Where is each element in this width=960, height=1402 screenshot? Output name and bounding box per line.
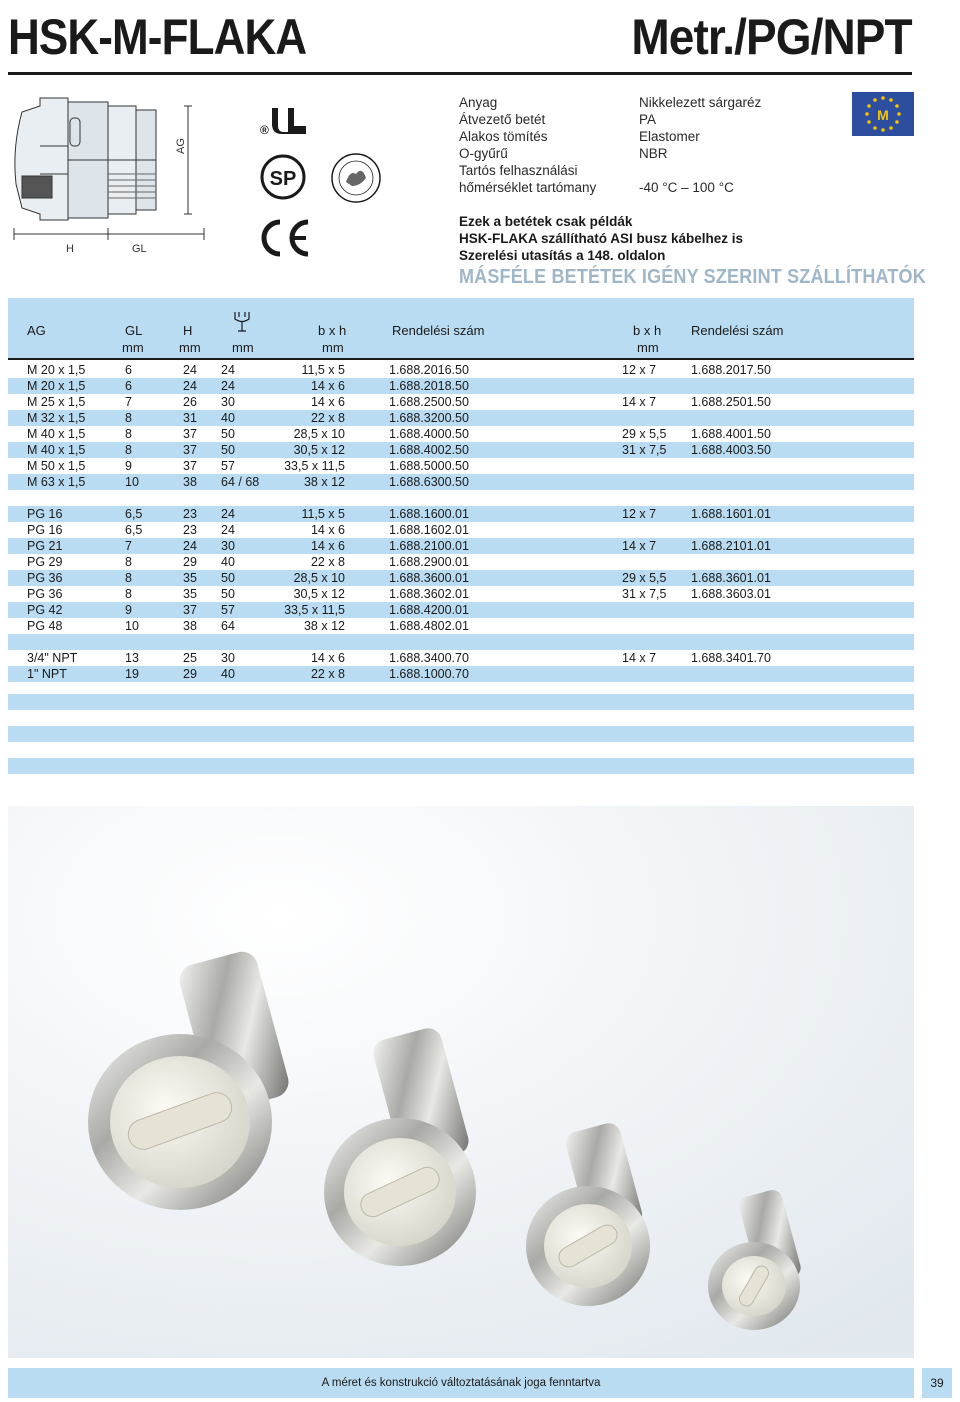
eu-flag-badge-icon (852, 92, 914, 136)
table-cell: 24 (221, 379, 235, 393)
table-cell: 23 (183, 507, 197, 521)
table-cell: 14 x 6 (310, 379, 345, 393)
table-cell: 35 (183, 571, 197, 585)
table-cell: 14 x 6 (310, 539, 345, 553)
table-cell: 35 (183, 587, 197, 601)
table-cell: M 50 x 1,5 (27, 459, 86, 473)
table-cell: 1.688.4002.50 (389, 443, 469, 457)
table-cell: 1.688.2016.50 (389, 363, 469, 377)
table-cell: 38 x 12 (303, 619, 345, 633)
table-cell: 50 (221, 587, 235, 601)
table-cell: 10 (125, 475, 139, 489)
table-cell: 1.688.3200.50 (389, 411, 469, 425)
note-line: Ezek a betétek csak példák (459, 214, 633, 229)
material-row: Anyag Nikkelezett sárgaréz (459, 95, 762, 110)
table-cell: PG 36 (27, 571, 63, 585)
table-cell: 6 (125, 379, 132, 393)
table-cell: 1.688.1600.01 (389, 507, 469, 521)
materials-list (459, 94, 849, 196)
table-cell: 29 (183, 667, 197, 681)
table-cell: 30,5 x 12 (293, 443, 345, 457)
table-cell: 13 (125, 651, 139, 665)
col-header-bxh-2: b x h (633, 323, 662, 338)
svg-text:®: ® (260, 123, 269, 137)
table-cell: 1.688.3400.70 (389, 651, 469, 665)
table-cell: 40 (221, 411, 235, 425)
table-cell: 8 (125, 427, 132, 441)
table-cell: 1.688.1000.70 (389, 667, 469, 681)
table-row (8, 394, 914, 410)
table-row (8, 522, 914, 538)
table-cell: PG 36 (27, 587, 63, 601)
table-cell: 33,5 x 11,5 (284, 603, 345, 617)
table-cell: M 40 x 1,5 (27, 427, 86, 441)
table-cell: PG 48 (27, 619, 63, 633)
table-row (8, 362, 914, 378)
table-cell: 1.688.3401.70 (691, 651, 771, 665)
table-cell: 9 (125, 603, 132, 617)
table-cell: 28,5 x 10 (293, 571, 345, 585)
col-header-bxh: b x h (318, 323, 347, 338)
table-cell: 1.688.4000.50 (389, 427, 469, 441)
table-cell: 1.688.3602.01 (389, 587, 469, 601)
eu-badge-letter: M (877, 107, 889, 123)
table-cell: 1.688.3600.01 (389, 571, 469, 585)
table-cell: 14 x 7 (622, 539, 657, 553)
table-row (8, 378, 914, 394)
table-cell: 57 (221, 603, 235, 617)
table-cell: 1.688.6300.50 (389, 475, 469, 489)
table-cell: 50 (221, 427, 235, 441)
table-cell: 14 x 6 (310, 395, 345, 409)
table-cell: 24 (183, 363, 197, 377)
unit-label: mm (232, 340, 254, 355)
table-row (8, 410, 914, 426)
table-cell: 8 (125, 587, 132, 601)
table-cell: 50 (221, 443, 235, 457)
table-cell: 1.688.4200.01 (389, 603, 469, 617)
table-cell: 8 (125, 571, 132, 585)
table-cell: 6,5 (125, 523, 143, 537)
table-cell: 14 x 7 (622, 395, 657, 409)
table-cell: 25 (183, 651, 197, 665)
table-cell: 8 (125, 411, 132, 425)
unit-label: mm (122, 340, 144, 355)
blank-band (8, 758, 914, 774)
table-cell: 50 (221, 571, 235, 585)
table-cell: 1.688.2018.50 (389, 379, 469, 393)
material-row: Alakos tömítés Elastomer (459, 129, 700, 144)
table-cell: 30 (221, 395, 235, 409)
col-header-order-number: Rendelési szám (392, 323, 485, 338)
table-row (8, 618, 914, 634)
page-number: 39 (922, 1368, 952, 1398)
material-row: hőmérséklet tartómany -40 °C – 100 °C (459, 180, 734, 195)
table-cell: 1.688.4003.50 (691, 443, 771, 457)
table-cell: 24 (183, 539, 197, 553)
table-cell: 29 x 5,5 (622, 571, 667, 585)
table-cell: 11,5 x 5 (301, 363, 345, 377)
title-divider (8, 72, 912, 75)
table-cell: 37 (183, 443, 197, 457)
table-cell: PG 16 (27, 507, 63, 521)
table-row (8, 570, 914, 586)
table-cell: 22 x 8 (310, 555, 345, 569)
table-header-rule (8, 358, 914, 360)
table-cell: 7 (125, 539, 132, 553)
table-cell: PG 29 (27, 555, 63, 569)
table-cell: 12 x 7 (622, 507, 657, 521)
table-cell: 14 x 7 (622, 651, 657, 665)
table-row (8, 602, 914, 618)
table-cell: 1.688.2017.50 (691, 363, 771, 377)
table-row (8, 666, 914, 682)
table-cell: 33,5 x 11,5 (284, 459, 345, 473)
table-cell: 1.688.2501.50 (691, 395, 771, 409)
col-header-order-number-2: Rendelési szám (691, 323, 784, 338)
table-cell: 12 x 7 (622, 363, 657, 377)
table-cell: 19 (125, 667, 139, 681)
product-photo (8, 806, 914, 1358)
table-cell: 40 (221, 555, 235, 569)
material-row: Tartós felhasználási (459, 163, 578, 178)
table-cell: 38 (183, 619, 197, 633)
footer-disclaimer: A méret és konstrukció változtatásának joga fenntartva (321, 1377, 601, 1389)
table-cell: 28,5 x 10 (293, 427, 345, 441)
dimension-label-h: H (66, 243, 74, 255)
table-cell: 57 (221, 459, 235, 473)
blank-band (8, 726, 914, 742)
table-cell: 26 (183, 395, 197, 409)
table-cell: 1" NPT (27, 667, 67, 681)
table-cell: 6,5 (125, 507, 143, 521)
table-cell: 14 x 6 (310, 523, 345, 537)
table-row (8, 426, 914, 442)
table-cell: M 25 x 1,5 (27, 395, 86, 409)
note-line: HSK-FLAKA szállítható ASI busz kábelhez is (459, 231, 744, 246)
technical-drawing (8, 88, 208, 258)
table-cell: 1.688.2900.01 (389, 555, 469, 569)
table-cell: 14 x 6 (310, 651, 345, 665)
table-cell: M 32 x 1,5 (27, 411, 86, 425)
table-cell: 1.688.2100.01 (389, 539, 469, 553)
table-cell: 22 x 8 (310, 667, 345, 681)
table-row (8, 538, 914, 554)
table-cell: 38 (183, 475, 197, 489)
table-cell: 3/4" NPT (27, 651, 78, 665)
material-row: Átvezető betét PA (459, 112, 657, 127)
table-cell: 31 (183, 411, 197, 425)
table-cell: 24 (221, 523, 235, 537)
table-cell: 30 (221, 539, 235, 553)
table-cell: 29 x 5,5 (622, 427, 667, 441)
table-cell: 40 (221, 667, 235, 681)
table-cell: 8 (125, 555, 132, 569)
ce-mark-icon (258, 218, 314, 258)
page-title: HSK-M-FLAKA (8, 9, 307, 65)
table-cell: 24 (221, 507, 235, 521)
table-cell: 31 x 7,5 (622, 443, 667, 457)
table-cell: M 20 x 1,5 (27, 379, 86, 393)
thread-types-title: Metr./PG/NPT (631, 9, 912, 65)
note-line: Szerelési utasítás a 148. oldalon (459, 248, 666, 263)
unit-label: mm (322, 340, 344, 355)
table-cell: 64 / 68 (221, 475, 260, 489)
table-cell: 29 (183, 555, 197, 569)
table-cell: 1.688.4001.50 (691, 427, 771, 441)
dimension-label-ag: AG (175, 138, 187, 154)
table-cell: 30 (221, 651, 235, 665)
table-cell: 1.688.5000.50 (389, 459, 469, 473)
unit-label: mm (637, 340, 659, 355)
table-cell: 64 (221, 619, 235, 633)
table-cell: 10 (125, 619, 139, 633)
table-row (8, 458, 914, 474)
table-cell: 23 (183, 523, 197, 537)
table-cell: 7 (125, 395, 132, 409)
table-row (8, 442, 914, 458)
table-cell: M 63 x 1,5 (27, 475, 86, 489)
table-cell: 31 x 7,5 (622, 587, 667, 601)
table-cell: 11,5 x 5 (301, 507, 345, 521)
col-header-ag: AG (27, 323, 46, 338)
table-row (8, 586, 914, 602)
notes (459, 213, 743, 264)
table-cell: 24 (183, 379, 197, 393)
dimension-label-gl: GL (132, 243, 147, 255)
table-row (8, 554, 914, 570)
certification-seal-icon (330, 152, 382, 204)
table-cell: PG 16 (27, 523, 63, 537)
table-cell: 22 x 8 (310, 411, 345, 425)
csa-logo-icon (260, 154, 306, 200)
table-cell: 1.688.2500.50 (389, 395, 469, 409)
table-cell: 9 (125, 459, 132, 473)
table-cell: 37 (183, 459, 197, 473)
table-cell: 38 x 12 (303, 475, 345, 489)
csa-logo-text: SP (269, 168, 297, 190)
table-row (8, 474, 914, 490)
table-cell: 1.688.1601.01 (691, 507, 771, 521)
unit-label: mm (179, 340, 201, 355)
table-spacer-row (8, 634, 914, 650)
col-header-h: H (183, 323, 193, 338)
other-inserts-heading: MÁSFÉLE BETÉTEK IGÉNY SZERINT SZÁLLÍTHATÓK (459, 266, 926, 288)
wrench-icon (232, 310, 252, 332)
table-cell: 1.688.4802.01 (389, 619, 469, 633)
table-spacer-row (8, 490, 914, 506)
table-cell: 8 (125, 443, 132, 457)
table-row (8, 650, 914, 666)
table-cell: M 20 x 1,5 (27, 363, 86, 377)
table-cell: 1.688.3603.01 (691, 587, 771, 601)
table-cell: 37 (183, 427, 197, 441)
table-row (8, 506, 914, 522)
table-cell: PG 21 (27, 539, 63, 553)
table-cell: 30,5 x 12 (293, 587, 345, 601)
table-cell: M 40 x 1,5 (27, 443, 86, 457)
table-cell: PG 42 (27, 603, 63, 617)
table-cell: 1.688.2101.01 (691, 539, 771, 553)
blank-band (8, 694, 914, 710)
table-cell: 24 (221, 363, 235, 377)
table-cell: 6 (125, 363, 132, 377)
col-header-gl: GL (125, 323, 143, 338)
table-cell: 1.688.1602.01 (389, 523, 469, 537)
table-cell: 37 (183, 603, 197, 617)
table-cell: 1.688.3601.01 (691, 571, 771, 585)
material-row: O-gyűrű NBR (459, 146, 668, 161)
ul-logo-icon (258, 104, 316, 138)
